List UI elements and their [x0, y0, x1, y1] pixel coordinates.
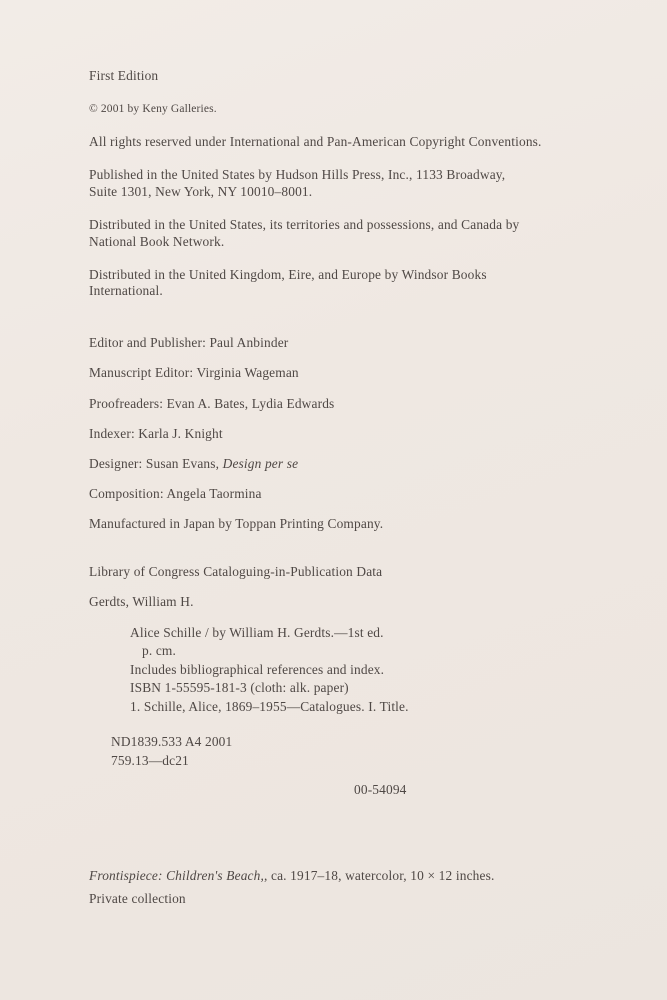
credit-manuscript-editor: Manuscript Editor: Virginia Wageman [89, 365, 299, 381]
credit-designer-firm: Design per se [222, 455, 299, 471]
cip-block [89, 564, 589, 799]
credit-editor-publisher: Editor and Publisher: Paul Anbinder [89, 335, 289, 351]
published-line-2: Suite 1301, New York, NY 10010–8001. [89, 183, 313, 199]
frontispiece-details: , ca. 1917–18, watercolor, 10 × 12 inches. [264, 868, 495, 883]
rights-reserved-line: All rights reserved under International and Pan-American Copyright Conventions. [89, 134, 542, 150]
distributed-us-line-2: National Book Network. [89, 233, 225, 249]
rights-reserved-notice [89, 134, 589, 151]
copyright-notice [89, 101, 589, 118]
cip-call-numbers [111, 732, 589, 770]
distributed-uk-line-2: International. [89, 283, 163, 299]
cip-title-line: Alice Schille / by William H. Gerdts.—1st ed. [130, 624, 384, 640]
cip-pagination: p. cm. [142, 643, 176, 659]
distributed-us-line-1: Distributed in the United States, its territories and possessions, and Canada by [89, 216, 520, 232]
publisher-address [89, 167, 589, 200]
cip-call-number: ND1839.533 A4 2001 [111, 734, 233, 750]
frontispiece-collection: Private collection [89, 891, 186, 906]
production-credits [89, 335, 589, 532]
cip-subject: 1. Schille, Alice, 1869–1955—Catalogues. I. Title. [130, 698, 409, 714]
edition-line: First Edition [89, 68, 159, 83]
section-spacer [89, 316, 589, 335]
copyright-text-block [89, 68, 589, 812]
frontispiece-title: Children's Beach, [166, 868, 264, 883]
uk-distribution [89, 267, 589, 300]
cip-isbn: ISBN 1-55595-181-3 (cloth: alk. paper) [130, 680, 349, 696]
cip-author: Gerdts, William H. [89, 593, 194, 609]
cip-dewey: 759.13—dc21 [111, 753, 189, 769]
distributed-uk-line-1: Distributed in the United Kingdom, Eire, and Europe by Windsor Books [89, 266, 487, 282]
credit-proofreaders: Proofreaders: Evan A. Bates, Lydia Edwards [89, 395, 335, 411]
edition-statement [89, 68, 589, 85]
cip-includes: Includes bibliographical references and index. [130, 661, 385, 677]
credit-indexer: Indexer: Karla J. Knight [89, 425, 223, 441]
credit-designer [89, 456, 589, 473]
cip-heading: Library of Congress Cataloguing-in-Publication Data [89, 563, 383, 579]
cip-lccn-wrapper [354, 782, 589, 799]
cip-entry [130, 624, 589, 717]
credit-manufactured: Manufactured in Japan by Toppan Printing Company. [89, 515, 384, 531]
copyright-line: © 2001 by Keny Galleries. [89, 103, 217, 116]
frontispiece-caption [89, 866, 609, 912]
credit-composition: Composition: Angela Taormina [89, 485, 262, 501]
published-line-1: Published in the United States by Hudson Hills Press, Inc., 1133 Broadway, [89, 167, 506, 183]
cip-lccn: 00-54094 [354, 782, 407, 798]
frontispiece-label: Frontispiece: [89, 868, 163, 883]
us-distribution [89, 217, 589, 250]
frontispiece-line [89, 866, 609, 885]
credit-designer-prefix: Designer: Susan Evans, [89, 455, 220, 471]
